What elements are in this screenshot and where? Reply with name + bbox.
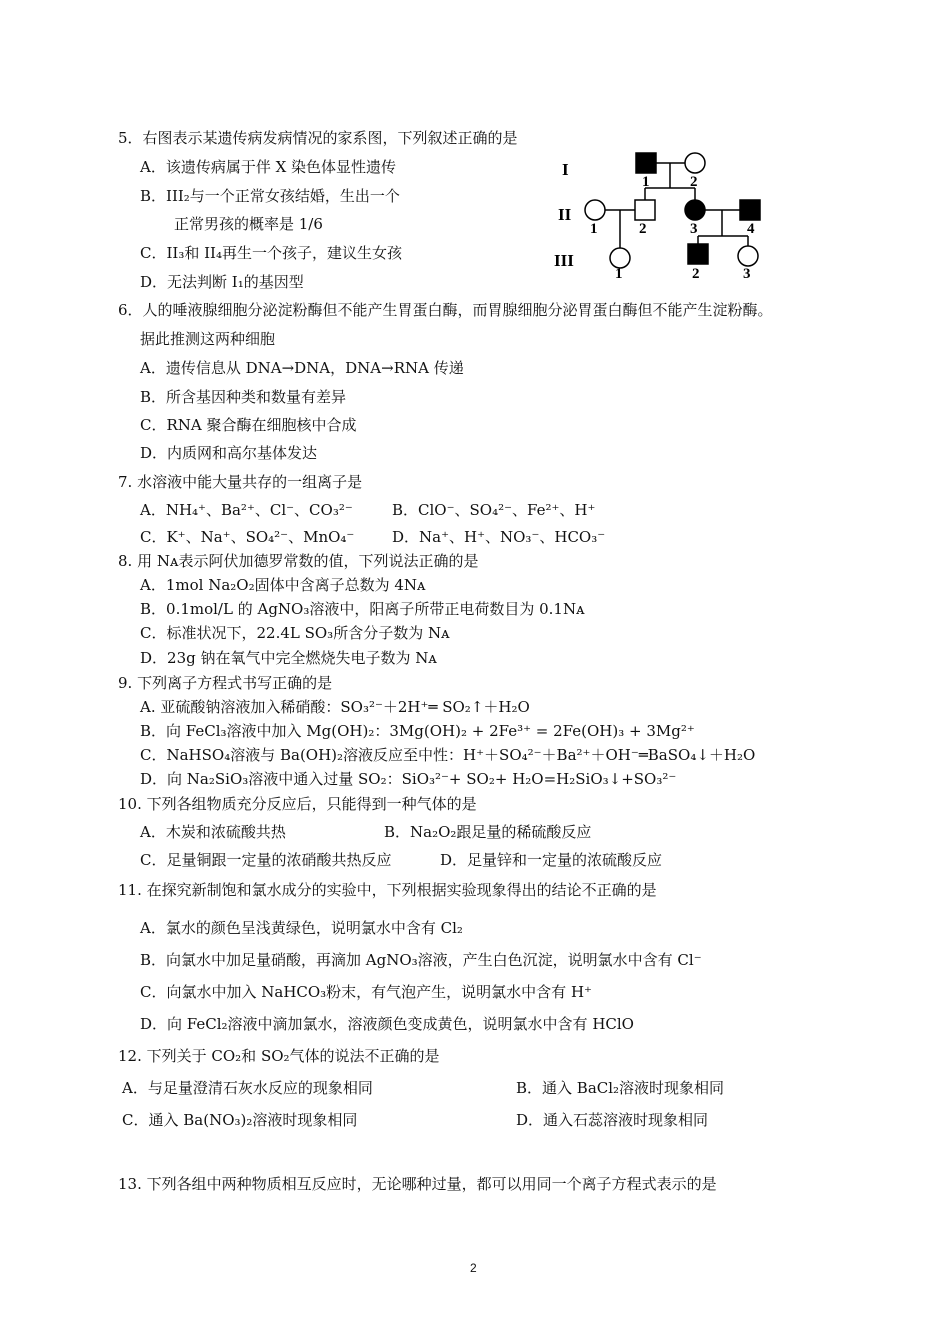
pedigree-I1-label: 1 — [642, 174, 650, 190]
q9-option-a: A. 亚硫酸钠溶液加入稀硝酸：SO₃²⁻＋2H⁺═ SO₂↑＋H₂O — [140, 698, 530, 716]
q5-option-b: B．III₂与一个正常女孩结婚，生出一个 — [140, 187, 400, 205]
q8-stem: 8. 用 Nᴀ表示阿伏加德罗常数的值，下列说法正确的是 — [118, 552, 479, 570]
q5-option-b-cont: 正常男孩的概率是 1/6 — [174, 215, 323, 233]
q10-option-b: B．Na₂O₂跟足量的稀硫酸反应 — [384, 823, 592, 841]
q6-stem-cont: 据此推测这两种细胞 — [140, 330, 276, 348]
pedigree-II1-normal-female — [585, 200, 605, 220]
pedigree-III2-affected-male — [688, 244, 708, 264]
pedigree-III1-normal-female — [610, 248, 630, 268]
q7-option-c: C．K⁺、Na⁺、SO₄²⁻、MnO₄⁻ — [140, 528, 355, 546]
q7-option-d: D．Na⁺、H⁺、NO₃⁻、HCO₃⁻ — [392, 528, 606, 546]
q11-option-c: C．向氯水中加入 NaHCO₃粉末，有气泡产生，说明氯水中含有 H⁺ — [140, 983, 592, 1001]
pedigree-gen-II-label: II — [558, 205, 572, 224]
q8-option-b: B．0.1mol/L 的 AgNO₃溶液中，阳离子所带正电荷数目为 0.1Nᴀ — [140, 600, 585, 618]
pedigree-III3-label: 3 — [743, 266, 751, 282]
pedigree-II2-label: 2 — [639, 221, 647, 237]
pedigree-I1-affected-male — [636, 153, 656, 173]
pedigree-I2-label: 2 — [690, 174, 698, 190]
q6-option-a: A．遗传信息从 DNA→DNA，DNA→RNA 传递 — [140, 359, 464, 377]
q13-stem: 13. 下列各组中两种物质相互反应时，无论哪种过量，都可以用同一个离子方程式表示的是 — [118, 1175, 717, 1193]
q6-option-d: D．内质网和高尔基体发达 — [140, 444, 318, 462]
q9-option-d: D．向 Na₂SiO₃溶液中通入过量 SO₂：SiO₃²⁻+ SO₂+ H₂O=H₂SiO₃↓+SO₃²⁻ — [140, 770, 677, 788]
q12-stem: 12. 下列关于 CO₂和 SO₂气体的说法不正确的是 — [118, 1047, 440, 1065]
q7-option-a: A．NH₄⁺、Ba²⁺、Cl⁻、CO₃²⁻ — [140, 501, 353, 519]
pedigree-diagram — [550, 148, 780, 283]
q12-option-b: B．通入 BaCl₂溶液时现象相同 — [516, 1079, 725, 1097]
q8-option-d: D．23g 钠在氧气中完全燃烧失电子数为 Nᴀ — [140, 649, 437, 667]
q8-option-a: A．1mol Na₂O₂固体中含离子总数为 4Nᴀ — [140, 576, 426, 594]
q5-option-c: C．II₃和 II₄再生一个孩子，建议生女孩 — [140, 244, 402, 262]
q6-stem: 6．人的唾液腺细胞分泌淀粉酶但不能产生胃蛋白酶，而胃腺细胞分泌胃蛋白酶但不能产生淀粉酶。 — [118, 301, 773, 319]
q7-stem: 7. 水溶液中能大量共存的一组离子是 — [118, 473, 363, 491]
q6-option-b: B．所含基因种类和数量有差异 — [140, 388, 347, 406]
pedigree-III2-label: 2 — [692, 266, 700, 282]
q9-option-c: C．NaHSO₄溶液与 Ba(OH)₂溶液反应至中性：H⁺＋SO₄²⁻＋Ba²⁺＋OH⁻═BaSO₄↓＋H₂O — [140, 746, 756, 764]
q11-stem: 11. 在探究新制饱和氯水成分的实验中，下列根据实验现象得出的结论不正确的是 — [118, 881, 657, 899]
q5-option-d: D．无法判断 I₁的基因型 — [140, 273, 304, 291]
q10-option-d: D．足量锌和一定量的浓硫酸反应 — [440, 851, 663, 869]
q12-option-c: C．通入 Ba(NO₃)₂溶液时现象相同 — [122, 1111, 358, 1129]
pedigree-II4-affected-male — [740, 200, 760, 220]
q6-option-c: C．RNA 聚合酶在细胞核中合成 — [140, 416, 357, 434]
pedigree-II2-normal-male — [635, 200, 655, 220]
q5-option-a: A．该遗传病属于伴 X 染色体显性遗传 — [140, 158, 397, 176]
q12-option-d: D．通入石蕊溶液时现象相同 — [516, 1111, 709, 1129]
pedigree-II3-label: 3 — [690, 221, 698, 237]
pedigree-gen-III-label: III — [554, 251, 574, 270]
pedigree-II1-label: 1 — [590, 221, 598, 237]
q11-option-b: B．向氯水中加足量硝酸，再滴加 AgNO₃溶液，产生白色沉淀，说明氯水中含有 Cl⁻ — [140, 951, 702, 969]
pedigree-III1-label: 1 — [615, 266, 623, 282]
q10-option-c: C．足量铜跟一定量的浓硝酸共热反应 — [140, 851, 392, 869]
page-number: 2 — [470, 1261, 477, 1275]
pedigree-II4-label: 4 — [747, 221, 755, 237]
q9-stem: 9. 下列离子方程式书写正确的是 — [118, 674, 333, 692]
q10-stem: 10. 下列各组物质充分反应后，只能得到一种气体的是 — [118, 795, 477, 813]
q8-option-c: C．标准状况下，22.4L SO₃所含分子数为 Nᴀ — [140, 624, 450, 642]
q7-option-b: B．ClO⁻、SO₄²⁻、Fe²⁺、H⁺ — [392, 501, 596, 519]
pedigree-gen-I-label: I — [562, 160, 569, 179]
q11-option-d: D．向 FeCl₂溶液中滴加氯水，溶液颜色变成黄色，说明氯水中含有 HClO — [140, 1015, 634, 1033]
q5-stem: 5．右图表示某遗传病发病情况的家系图，下列叙述正确的是 — [118, 129, 518, 147]
q11-option-a: A．氯水的颜色呈浅黄绿色，说明氯水中含有 Cl₂ — [140, 919, 463, 937]
q9-option-b: B．向 FeCl₃溶液中加入 Mg(OH)₂：3Mg(OH)₂ + 2Fe³⁺ = 2Fe(OH)₃ + 3Mg²⁺ — [140, 722, 695, 740]
pedigree-III3-normal-female — [738, 246, 758, 266]
pedigree-II3-affected-female — [685, 200, 705, 220]
q12-option-a: A．与足量澄清石灰水反应的现象相同 — [122, 1079, 373, 1097]
pedigree-I2-normal-female — [685, 153, 705, 173]
q10-option-a: A．木炭和浓硫酸共热 — [140, 823, 286, 841]
